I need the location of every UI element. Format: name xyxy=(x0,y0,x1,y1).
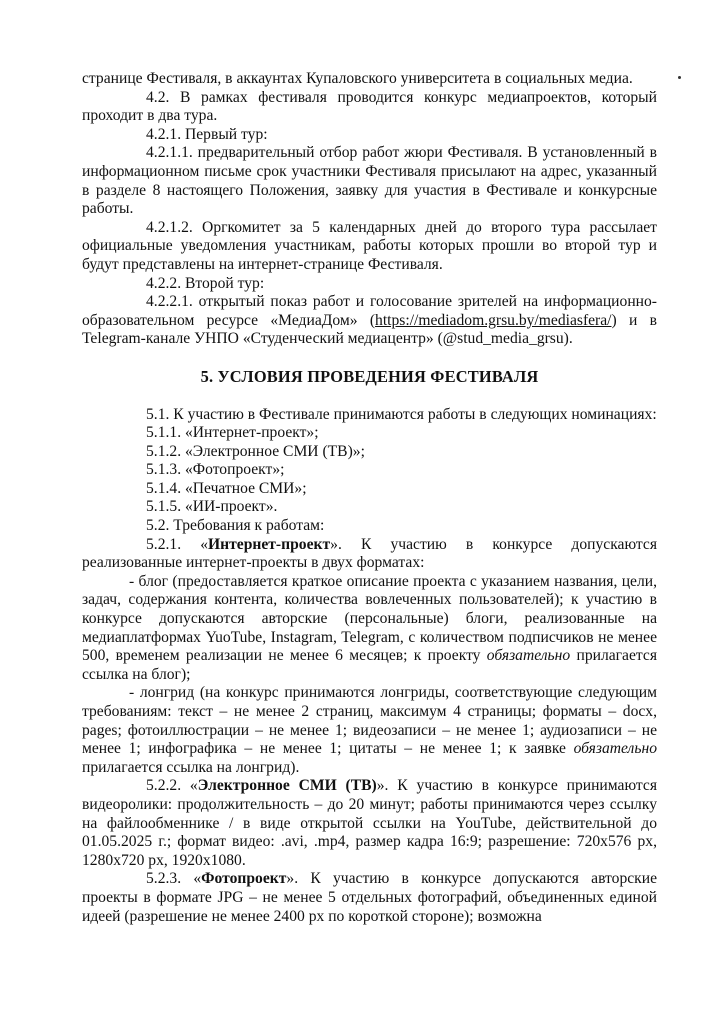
paragraph-4-2: 4.2. В рамках фестиваля проводится конкурс медиапроектов, который проходит в два тура. xyxy=(82,88,657,125)
paragraph-blog-text-b: прилагается ссылка на блог); xyxy=(82,647,658,683)
paragraph-5-2-2-text: ». К участию в конкурсе принимаются видеоролики: продолжительность – до 20 минут; работы принимаются через ссылку на файлообменнике / в виде открытой ссылки на YouTube, действительной до 01.05.2025 г.; формат видео: .avi, .mp4, размер кадра 16:9; разрешение: 720x576 px, 1280x720 px, 1920x1080. xyxy=(82,777,658,869)
paragraph-5-2: 5.2. Требования к работам: xyxy=(146,517,325,535)
paragraph-4-2-2-1-text-b: ) и в Telegram-канале УНПО «Студенческий медиацентр» (@stud_media_grsu). xyxy=(82,311,658,348)
paragraph-continuation: странице Фестиваля, в аккаунтах Купаловского университета в социальных медиа. xyxy=(82,70,633,87)
paragraph-4-2-1-2: 4.2.1.2. Оргкомитет за 5 календарных дней до второго тура рассылает официальные уведомления участникам, работы которых прошли во второй тур и будут представлены на интернет-странице Фестиваля. xyxy=(82,218,657,273)
mediadom-link[interactable]: https://mediadom.grsu.by/mediasfera/ xyxy=(375,311,612,329)
paragraph-5-1-3: 5.1.3. «Фотопроект»; xyxy=(146,461,285,479)
paragraph-4-2-1-1: 4.2.1.1. предварительный отбор работ жюри Фестиваля. В установленный в информационном письме срок участники Фестиваля присылают на адрес, указанный в разделе 8 настоящего Положения, заявку для участия в Фестивале и конкурсные работы. xyxy=(82,144,657,218)
paragraph-5-1-1: 5.1.1. «Интернет-проект»; xyxy=(146,424,319,442)
paragraph-5-1-5: 5.1.5. «ИИ-проект». xyxy=(146,498,278,516)
emphasis-obligatory: обязательно xyxy=(486,647,571,665)
paragraph-5-2-3-prefix: 5.2.3. « xyxy=(146,870,202,888)
paragraph-5-2-2-prefix: 5.2.2. « xyxy=(146,777,198,795)
paragraph-5-1: 5.1. К участию в Фестивале принимаются работы в следующих номинациях: xyxy=(146,405,657,423)
paragraph-blog-text-a: - блог (предоставляется краткое описание проекта с указанием названия, цели, задач, содержания контента, количества вовлеченных пользователей); к участию в конкурсе допускаются авторские (персональные) блоги, реализованные на медиаплатформах YuoTube, Instagram, Telegram, с количеством подписчиков не менее 500, временем реализации не менее 6 месяцев; к проекту xyxy=(82,572,657,665)
paragraph-longread-text-b: прилагается ссылка на лонгрид). xyxy=(82,758,300,776)
paragraph-4-2-2-1-text-a: 4.2.2.1. открытый показ работ и голосование зрителей на информационно-образовательном ресурсе «МедиаДом» ( xyxy=(82,293,657,329)
paragraph-5-2-1-text: ». К участию в конкурсе допускаются реализованные интернет-проекты в двух форматах: xyxy=(82,535,657,572)
internet-project-title: Интернет-проект xyxy=(208,535,331,553)
paragraph-5-2-1-prefix: 5.2.1. « xyxy=(146,535,208,553)
paragraph-5-2-1 xyxy=(82,536,657,573)
scan-dot xyxy=(678,76,681,79)
paragraph-5-1-2: 5.1.2. «Электронное СМИ (ТВ)»; xyxy=(146,442,365,460)
paragraph-5-2-2 xyxy=(82,777,657,870)
emphasis-obligatory: обязательно xyxy=(573,740,657,758)
paragraph-5-2-3-text: ». К участию в конкурсе допускаются авторские проекты в формате JPG – не менее 5 отдельных фотографий, объединенных единой идеей (разрешение не менее 2400 px по короткой стороне); возможна xyxy=(82,870,658,925)
paragraph-4-2-1: 4.2.1. Первый тур: xyxy=(146,125,268,143)
paragraph-4-2-2: 4.2.2. Второй тур: xyxy=(146,274,265,292)
photo-project-title: Фотопроект xyxy=(201,870,287,888)
paragraph-4-2-2-1 xyxy=(82,293,657,349)
paragraph-5-1-4: 5.1.4. «Печатное СМИ»; xyxy=(146,479,307,497)
paragraph-longread xyxy=(82,684,657,777)
paragraph-blog xyxy=(82,573,657,685)
paragraph-5-2-3 xyxy=(82,870,657,926)
section-heading-5: 5. УСЛОВИЯ ПРОВЕДЕНИЯ ФЕСТИВАЛЯ xyxy=(200,366,539,386)
electronic-media-title: Электронное СМИ (ТВ) xyxy=(197,777,377,795)
paragraph-longread-text-a: - лонгрид (на конкурс принимаются лонгриды, соответствующие следующим требованиям: текст – не менее 2 страниц, максимум 4 страницы; форматы – docx, pages; фотоиллюстрации – не менее 1; видеозаписи – не менее 1; аудиозаписи – не менее 1; инфографика – не менее 1; цитаты – не менее 1; к заявке xyxy=(82,684,657,758)
